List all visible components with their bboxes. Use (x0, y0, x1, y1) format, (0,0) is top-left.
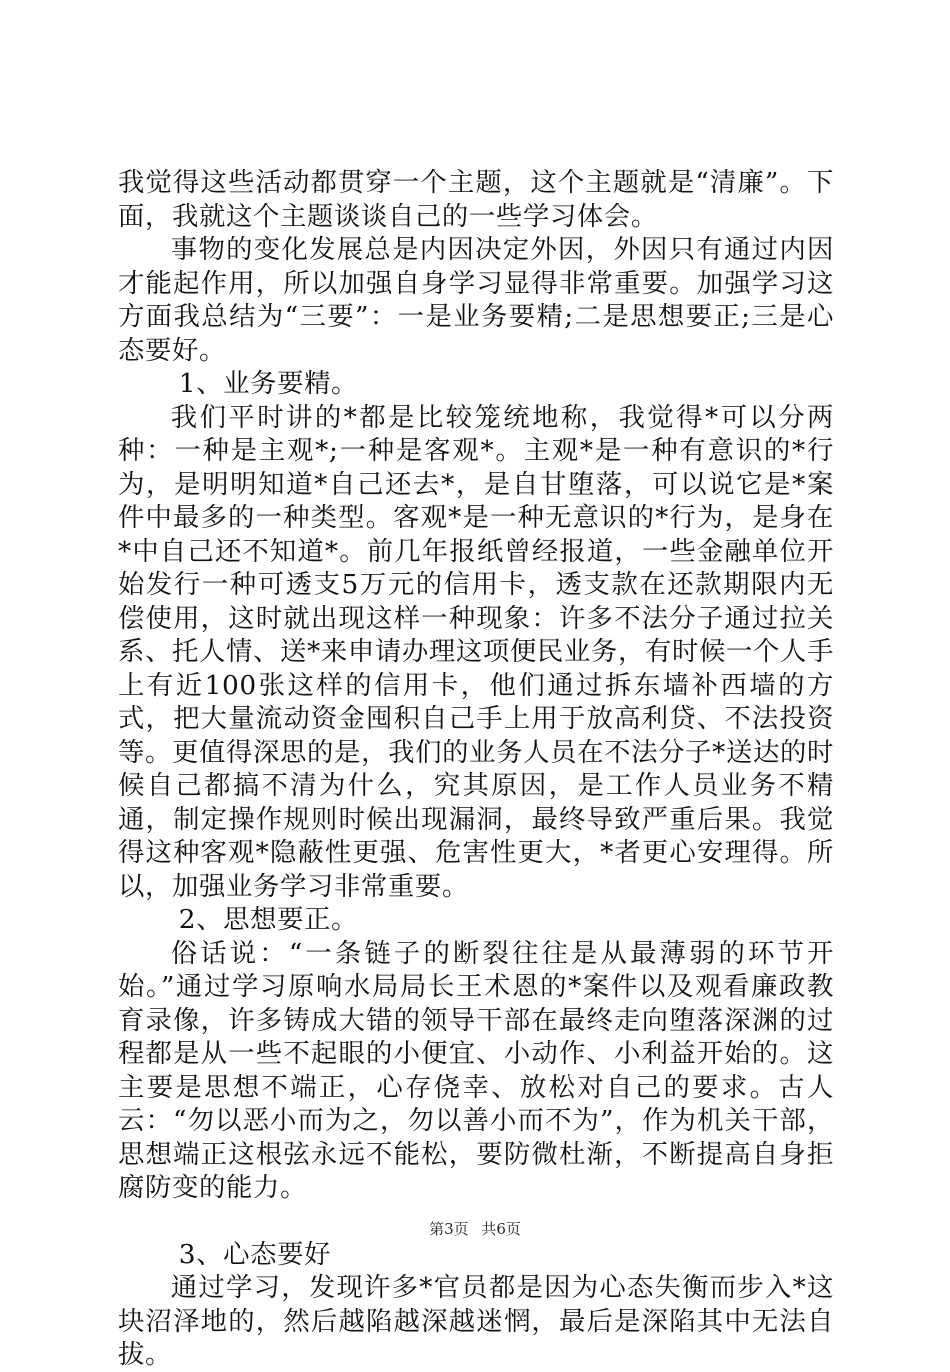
section-heading-1: 1、业务要精。 (178, 368, 359, 399)
section-heading-3: 3、心态要好 (178, 1238, 332, 1270)
page-total: 共6页 (481, 1220, 521, 1238)
paragraph-intro: 我觉得这些活动都贯穿一个主题，这个主题就是“清廉”。下面，我就这个主题谈谈自己的一些学习体会。 (118, 167, 834, 232)
page-number: 第3页 (429, 1220, 469, 1238)
paragraph-overview: 事物的变化发展总是内因决定外因，外因只有通过内因才能起作用，所以加强自身学习显得非常重要。加强学习这方面我总结为“三要”：一是业务要精;二是思想要正;三是心态要好。 (118, 234, 834, 366)
section-heading-2: 2、思想要正。 (178, 904, 359, 935)
paragraph-section-3: 通过学习，发现许多*官员都是因为心态失衡而步入*这块沼泽地的，然后越陷越深越迷惘，最后是深陷其中无法自拔。 (118, 1272, 834, 1370)
document-body (118, 166, 834, 1372)
paragraph-section-1: 我们平时讲的*都是比较笼统地称，我觉得*可以分两种：一种是主观*;一种是客观*。主观*是一种有意识的*行为，是明明知道*自己还去*，是自甘堕落，可以说它是*案件中最多的一种类型。客观*是一种无意识的*行为，是身在*中自己还不知道*。前几年报纸曾经报道，一些金融单位开始发行一种可透支5万元的信用卡，透支款在还款期限内无偿使用，这时就出现这样一种现象：许多不法分子通过拉关系、托人情、送*来申请办理这项便民业务，有时候一个人手上有近100张这样的信用卡，他们通过拆东墙补西墙的方式，把大量流动资金囤积自己手上用于放高利贷、不法投资等。更值得深思的是，我们的业务人员在不法分子*送达的时候自己都搞不清为什么，究其原因，是工作人员业务不精通，制定操作规则时候出现漏洞，最终导致严重后果。我觉得这种客观*隐蔽性更强、危害性更大，*者更心安理得。所以，加强业务学习非常重要。 (118, 401, 834, 902)
paragraph-section-2: 俗话说：“一条链子的断裂往往是从最薄弱的环节开始。”通过学习原响水局局长王术恩的*案件以及观看廉政教育录像，许多铸成大错的领导干部在最终走向堕落深渊的过程都是从一些不起眼的小便宜、小动作、小利益开始的。这主要是思想不端正，心存侥幸、放松对自己的要求。古人云：“勿以恶小而为之，勿以善小而不为”，作为机关干部，思想端正这根弦永远不能松，要防微杜渐，不断提高自身拒腐防变的能力。 (118, 937, 834, 1203)
page-footer (0, 1218, 950, 1239)
